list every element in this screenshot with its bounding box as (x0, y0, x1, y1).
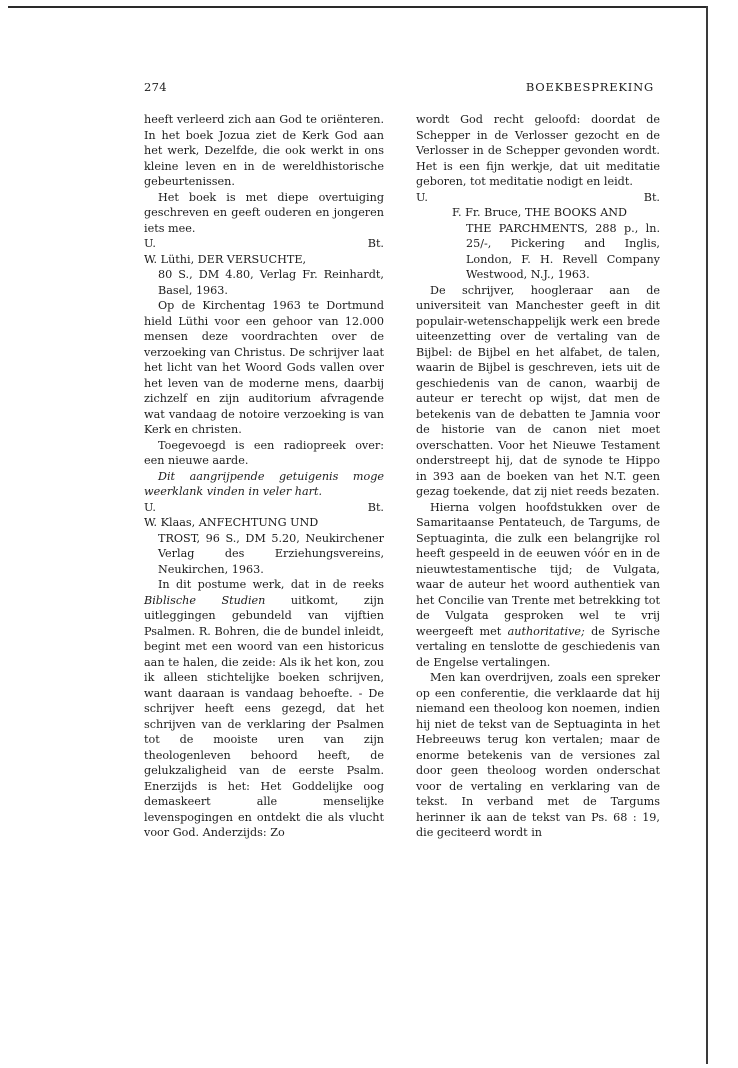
right-column (416, 112, 660, 841)
review-signature (144, 500, 384, 516)
closing-remark: Dit aangrijpende getuigenis moge weerklank vinden in veler hart. (144, 469, 384, 498)
scan-edge-top (8, 6, 708, 8)
text-run: de Syrische vertaling en tenslotte de geschiedenis van de Engelse vertalingen. (416, 624, 660, 669)
signature-initial: U. (416, 190, 428, 204)
review-signature (144, 236, 384, 252)
citation-details: 80 S., DM 4.80, Verlag Fr. Reinhardt, Basel, 1963. (158, 268, 384, 297)
book-citation (144, 252, 384, 299)
review-paragraph: De schrijver, hoogleraar aan de universiteit van Manchester geeft in dit populair-wetenschappelijk werk een brede uiteenzetting over de vertaling van de Bijbel: de Bijbel en het alfabet, de talen, waarin de Bijbel is geschreven, iets uit de geschiedenis van de canon, waarbij de auteur er terecht op wijst, dat men de betekenis van de debatten te Jamnia voor de historie van de canon niet moet overschatten. Voor het Nieuwe Testament onderstreept hij, dat de synode te Hippo in 393 aan de boeken van het N.T. geen gezag toekende, dat zij niet reeds bezaten. (416, 283, 660, 498)
citation-line: W. Klaas, ANFECHTUNG UND (144, 516, 319, 529)
running-title: BOEKBESPREKING (525, 80, 654, 94)
signature-initial: U. (144, 500, 156, 514)
page-number: 274 (144, 80, 167, 94)
series-title: Biblische Studien (144, 593, 266, 607)
book-page (126, 76, 662, 976)
signature-name: Bt. (367, 237, 384, 250)
review-signature (416, 190, 660, 206)
text-run: Hierna volgen hoofdstukken over de Samaritaanse Pentateuch, de Targums, de Septuaginta, die zulk een belangrijke rol heeft gespeeld in de eeuwen vóór en in de nieuwtestamentische tijd; de Vulgata, waar de auteur het woord authentiek van het Concilie van Trente met betrekking tot de Vulgata gesproken wel te vrij weergeeft met (416, 500, 660, 638)
text-run: uitkomt, zijn uitleggingen gebundeld van vijftien Psalmen. R. Bohren, die de bundel inleidt, begint met een woord van een historicus aan te halen, die zeide: Als ik het kon, zou ik alleen stichtelijke boeken schrijven, want daaraan is vandaag behoefte. - De schrijver heeft eens gezegd, dat het schrijven van de verklaring der Psalmen tot de mooiste uren van zijn theologenleven behoord heeft, de gelukzaligheid van de eerste Psalm. Enerzijds is het: Het Goddelijke oog demaskeert alle menselijke levenspogingen en ontdekt die als vlucht voor God. Anderzijds: Zo (144, 593, 384, 839)
left-column (144, 112, 384, 841)
citation-details: THE PARCHMENTS, 288 p., ln. 25/-, Pickering and Inglis, London, F. H. Revell Company Westwood, N.J., 1963. (466, 221, 660, 281)
citation-line: F. Fr. Bruce, THE BOOKS AND (452, 206, 628, 219)
review-paragraph: Toegevoegd is een radiopreek over: een nieuwe aarde. (144, 438, 384, 467)
page-header (126, 76, 660, 96)
review-paragraph: heeft verleerd zich aan God te oriënteren. In het boek Jozua ziet de Kerk God aan het werk, Dezelfde, die ook werkt in ons kleine leven en in de wereldhistorische gebeurtenissen. (144, 113, 384, 188)
signature-name: Bt. (367, 500, 384, 514)
review-paragraph: Men kan overdrijven, zoals een spreker op een conferentie, die verklaarde dat hij niemand een theoloog kon noemen, indien hij niet de tekst van de Septuaginta in het Hebreeuws terug kon vertalen; maar de enorme betekenis van de versiones zal door geen theoloog worden onderschat voor de vertaling en verklaring van de tekst. In verband met de Targums herinner ik aan de tekst van Ps. 68 : 19, die geciteerd wordt in (416, 671, 660, 839)
citation-line: W. Lüthi, DER VERSUCHTE, (144, 252, 307, 266)
review-paragraph (416, 500, 660, 671)
signature-name: Bt. (643, 190, 660, 204)
review-paragraph (144, 577, 384, 841)
review-paragraph: Op de Kirchentag 1963 te Dortmund hield Lüthi voor een gehoor van 12.000 mensen deze voordrachten over de verzoeking van Christus. De schrijver laat het licht van het Woord Gods vallen over het leven van de moderne mens, daarbij zichzelf en zijn auditorium afvragende wat vandaag de notoire verzoeking is van Kerk en christen. (144, 299, 384, 436)
book-citation (144, 515, 384, 577)
book-citation (452, 205, 660, 283)
review-paragraph: wordt God recht geloofd: doordat de Schepper in de Verlosser gezocht en de Verlosser in de Schepper gevonden wordt. Het is een fijn werkje, dat uit meditatie geboren, tot meditatie nodigt en leidt. (416, 113, 660, 188)
scan-edge-right (706, 6, 708, 1064)
review-paragraph (144, 469, 384, 500)
signature-initial: U. (144, 237, 156, 250)
review-paragraph: Het boek is met diepe overtuiging geschreven en geeft ouderen en jongeren iets mee. (144, 190, 384, 235)
text-run: In dit postume werk, dat in de reeks (158, 578, 384, 591)
citation-details: TROST, 96 S., DM 5.20, Neukirchener Verlag des Erziehungsvereins, Neukirchen, 1963. (158, 531, 384, 576)
quoted-term: authoritative; (507, 624, 585, 638)
